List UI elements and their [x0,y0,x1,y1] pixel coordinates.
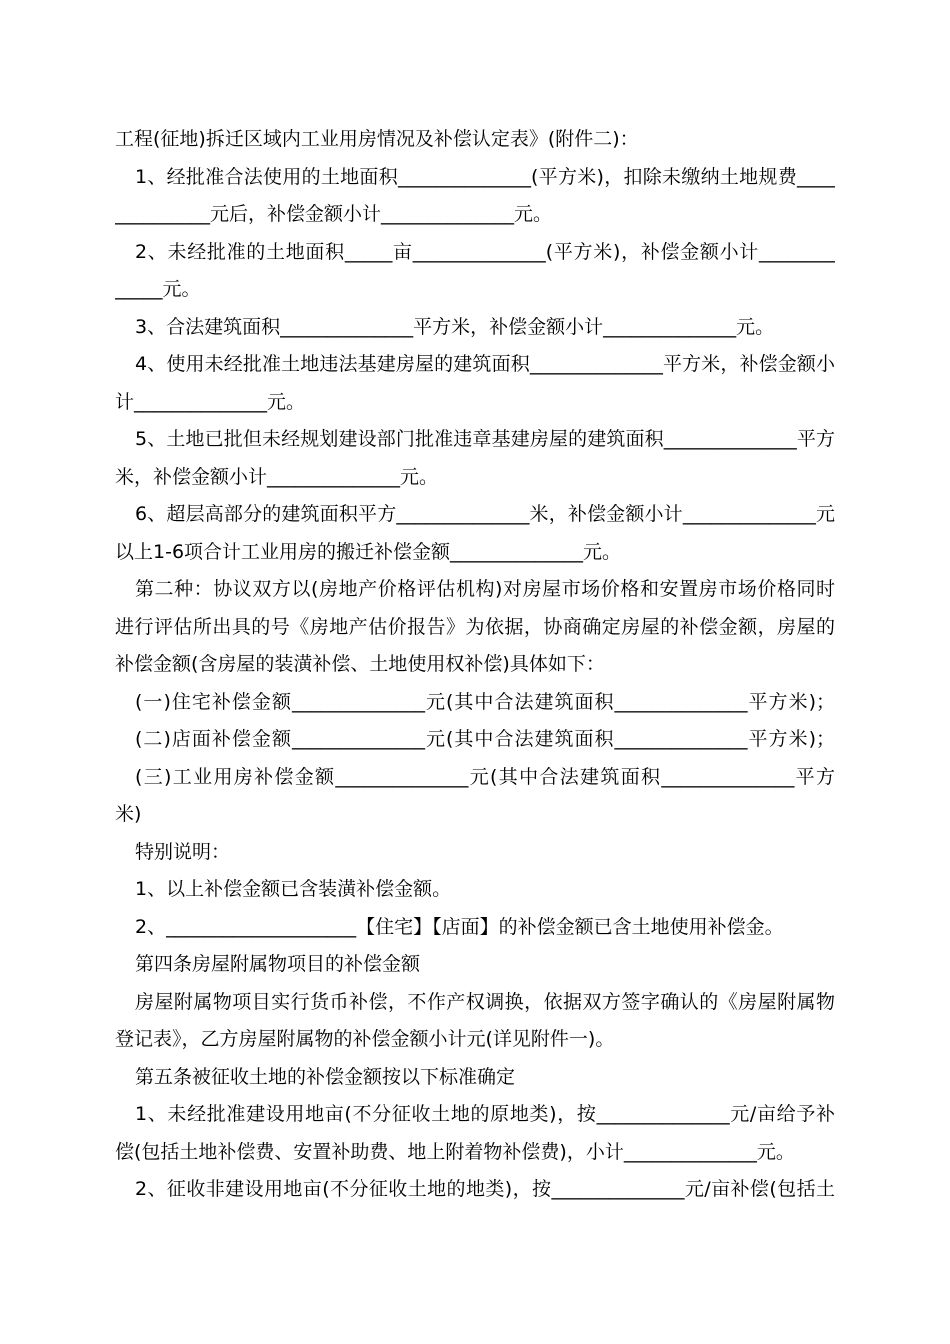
text-line: 进行评估所出具的号《房地产估价报告》为依据，协商确定房屋的补偿金额，房屋的 [115,616,835,638]
text-line: 工程(征地)拆迁区域内工业用房情况及补偿认定表》(附件二)： [115,128,639,150]
section-heading: 第四条房屋附属物项目的补偿金额 [135,953,421,975]
section-heading: 特别说明： [135,841,231,863]
text-line: 2、征收非建设用地亩(不分征收土地的地类)，按______________元/亩补偿(包括土 [135,1178,835,1200]
text-line: 3、合法建筑面积______________平方米，补偿金额小计______________元。 [135,316,775,338]
text-line: __________元后，补偿金额小计______________元。 [115,203,553,225]
text-line: 6、超层高部分的建筑面积平方______________米，补偿金额小计______________元 [135,503,835,525]
text-line: 2、____________________【住宅】【店面】的补偿金额已含土地使用补偿金。 [135,916,784,938]
text-line: 以上1-6项合计工业用房的搬迁补偿金额______________元。 [115,541,622,563]
text-line: 1、未经批准建设用地亩(不分征收土地的原地类)，按______________元/亩给予补 [135,1103,835,1125]
text-line: 1、经批准合法使用的土地面积______________(平方米)，扣除未缴纳土地规费____ [135,166,835,188]
text-line: 米，补偿金额小计______________元。 [115,466,439,488]
text-line: (三)工业用房补偿金额______________元(其中合法建筑面积______________平方 [135,766,835,788]
section-heading: 第五条被征收土地的补偿金额按以下标准确定 [135,1066,516,1088]
text-line: 2、未经批准的土地面积_____亩______________(平方米)，补偿金额小计________ [135,241,835,263]
text-line: 补偿金额(含房屋的装潢补偿、土地使用权补偿)具体如下： [115,653,605,675]
text-line: _____元。 [115,278,201,300]
text-line: (一)住宅补偿金额______________元(其中合法建筑面积______________平方米)； [135,691,835,713]
text-line: 偿(包括土地补偿费、安置补助费、地上附着物补偿费)，小计______________元。 [115,1141,795,1163]
text-line: 房屋附属物项目实行货币补偿，不作产权调换，依据双方签字确认的《房屋附属物 [135,991,835,1013]
text-line: 4、使用未经批准土地违法基建房屋的建筑面积______________平方米，补偿金额小 [135,353,835,375]
text-line: 1、以上补偿金额已含装潢补偿金额。 [135,878,452,900]
text-line: 5、土地已批但未经规划建设部门批准违章基建房屋的建筑面积______________平方 [135,428,835,450]
text-line: 米) [115,803,142,825]
text-line: 计______________元。 [115,391,306,413]
text-line: (二)店面补偿金额______________元(其中合法建筑面积______________平方米)； [135,728,835,750]
text-line: 登记表》，乙方房屋附属物的补偿金额小计元(详见附件一)。 [115,1028,615,1050]
text-line: 第二种：协议双方以(房地产价格评估机构)对房屋市场价格和安置房市场价格同时 [135,578,835,600]
